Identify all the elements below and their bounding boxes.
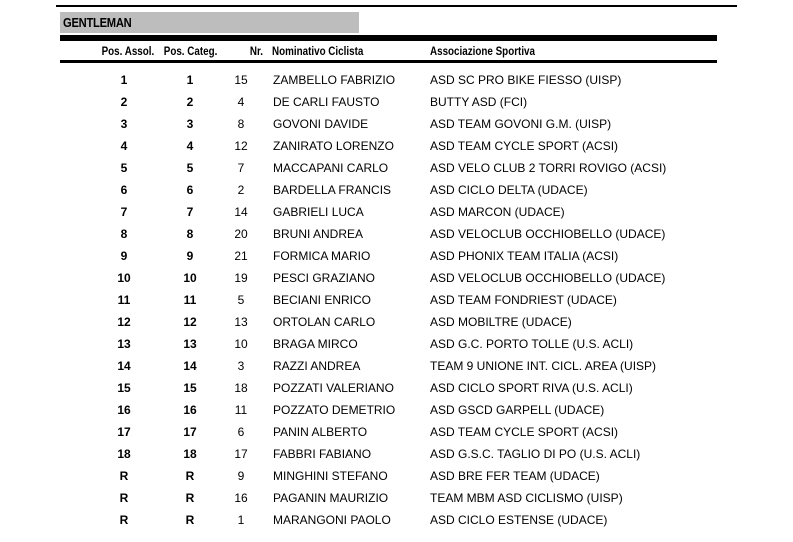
bib-number: 18 (234, 381, 248, 395)
position-absolute: 13 (117, 337, 131, 351)
table-row (0, 157, 793, 179)
association: ASD VELO CLUB 2 TORRI ROVIGO (ACSI) (430, 161, 667, 175)
bib-number: 12 (234, 139, 248, 153)
association: ASD MOBILTRE (UDACE) (430, 315, 572, 329)
bib-number: 21 (234, 249, 248, 263)
position-absolute: 11 (117, 293, 131, 307)
header-rule-top (60, 35, 717, 41)
bib-number: 1 (237, 513, 245, 527)
position-category: 9 (186, 249, 194, 263)
bib-number: 19 (234, 271, 248, 285)
table-row (0, 509, 793, 531)
position-category: 13 (183, 337, 197, 351)
header-assoc: Associazione Sportiva (430, 44, 535, 58)
position-absolute: 5 (120, 161, 128, 175)
rider-name: POZZATI VALERIANO (273, 381, 394, 395)
rider-name: PANIN ALBERTO (273, 425, 368, 439)
position-category: R (185, 469, 195, 483)
bib-number: 8 (237, 117, 245, 131)
rider-name: MACCAPANI CARLO (273, 161, 389, 175)
association: ASD VELOCLUB OCCHIOBELLO (UDACE) (430, 271, 666, 285)
position-absolute: R (119, 469, 129, 483)
association: ASD CICLO ESTENSE (UDACE) (430, 513, 608, 527)
position-category: 10 (183, 271, 197, 285)
position-absolute: 17 (117, 425, 131, 439)
table-row (0, 113, 793, 135)
top-rule (56, 5, 737, 7)
table-row (0, 465, 793, 487)
table-row (0, 69, 793, 91)
rider-name: GABRIELI LUCA (273, 205, 364, 219)
position-category: 12 (183, 315, 197, 329)
table-row (0, 267, 793, 289)
table-row (0, 289, 793, 311)
rider-name: FORMICA MARIO (273, 249, 371, 263)
rider-name: ORTOLAN CARLO (273, 315, 376, 329)
header-rule-bottom (60, 60, 717, 63)
association: ASD TEAM GOVONI G.M. (UISP) (430, 117, 612, 131)
table-row (0, 245, 793, 267)
bib-number: 20 (234, 227, 248, 241)
position-category: 15 (183, 381, 197, 395)
rider-name: PESCI GRAZIANO (273, 271, 376, 285)
rider-name: BECIANI ENRICO (273, 293, 372, 307)
position-absolute: 3 (120, 117, 128, 131)
association: ASD G.S.C. TAGLIO DI PO (U.S. ACLI) (430, 447, 641, 461)
association: ASD MARCON (UDACE) (430, 205, 565, 219)
association: ASD CICLO DELTA (UDACE) (430, 183, 588, 197)
association: ASD G.C. PORTO TOLLE (U.S. ACLI) (430, 337, 634, 351)
bib-number: 11 (234, 403, 248, 417)
position-absolute: 15 (117, 381, 131, 395)
position-absolute: R (119, 513, 129, 527)
header-name: Nominativo Ciclista (272, 44, 364, 58)
position-category: 8 (186, 227, 194, 241)
position-absolute: 12 (117, 315, 131, 329)
rider-name: FABBRI FABIANO (273, 447, 372, 461)
bib-number: 7 (237, 161, 245, 175)
position-category: 3 (186, 117, 194, 131)
association: ASD TEAM CYCLE SPORT (ACSI) (430, 425, 619, 439)
association: ASD VELOCLUB OCCHIOBELLO (UDACE) (430, 227, 666, 241)
rider-name: POZZATO DEMETRIO (273, 403, 396, 417)
position-absolute: 18 (117, 447, 131, 461)
association: TEAM 9 UNIONE INT. CICL. AREA (UISP) (430, 359, 657, 373)
header-nr: Nr. (249, 44, 263, 58)
rider-name: ZAMBELLO FABRIZIO (273, 73, 396, 87)
position-absolute: 16 (117, 403, 131, 417)
results-table (0, 69, 793, 531)
position-category: 4 (186, 139, 194, 153)
position-absolute: 7 (120, 205, 128, 219)
rider-name: ZANIRATO LORENZO (273, 139, 394, 153)
table-row (0, 399, 793, 421)
rider-name: GOVONI DAVIDE (273, 117, 369, 131)
position-absolute: 8 (120, 227, 128, 241)
association: ASD BRE FER TEAM (UDACE) (430, 469, 600, 483)
position-category: 6 (186, 183, 194, 197)
position-absolute: 2 (120, 95, 128, 109)
bib-number: 9 (237, 469, 245, 483)
association: TEAM MBM ASD CICLISMO (UISP) (430, 491, 623, 505)
header-pos-categ: Pos. Categ. (163, 44, 218, 58)
bib-number: 10 (234, 337, 248, 351)
position-absolute: R (119, 491, 129, 505)
bib-number: 5 (237, 293, 245, 307)
table-row (0, 223, 793, 245)
association: ASD GSCD GARPELL (UDACE) (430, 403, 605, 417)
association: ASD PHONIX TEAM ITALIA (ACSI) (430, 249, 619, 263)
bib-number: 13 (234, 315, 248, 329)
position-category: R (185, 491, 195, 505)
association: ASD TEAM CYCLE SPORT (ACSI) (430, 139, 619, 153)
position-category: 14 (183, 359, 197, 373)
table-row (0, 355, 793, 377)
rider-name: RAZZI ANDREA (273, 359, 361, 373)
rider-name: PAGANIN MAURIZIO (273, 491, 389, 505)
table-row (0, 311, 793, 333)
bib-number: 17 (234, 447, 248, 461)
position-category: 5 (186, 161, 194, 175)
table-row (0, 179, 793, 201)
bib-number: 3 (237, 359, 245, 373)
association: BUTTY ASD (FCI) (430, 95, 528, 109)
bib-number: 16 (234, 491, 248, 505)
position-category: R (185, 513, 195, 527)
bib-number: 15 (234, 73, 248, 87)
rider-name: BARDELLA FRANCIS (273, 183, 392, 197)
position-category: 11 (183, 293, 197, 307)
position-absolute: 1 (120, 73, 128, 87)
table-row (0, 91, 793, 113)
table-row (0, 135, 793, 157)
header-pos-assol: Pos. Assol. (101, 44, 155, 58)
rider-name: BRAGA MIRCO (273, 337, 358, 351)
position-absolute: 4 (120, 139, 128, 153)
table-row (0, 487, 793, 509)
position-category: 7 (186, 205, 194, 219)
bib-number: 4 (237, 95, 245, 109)
association: ASD SC PRO BIKE FIESSO (UISP) (430, 73, 622, 87)
rider-name: MINGHINI STEFANO (273, 469, 388, 483)
bib-number: 6 (237, 425, 245, 439)
table-row (0, 421, 793, 443)
position-category: 17 (183, 425, 197, 439)
category-title: GENTLEMAN (63, 15, 132, 30)
position-absolute: 14 (117, 359, 131, 373)
bib-number: 2 (237, 183, 245, 197)
position-absolute: 10 (117, 271, 131, 285)
rider-name: MARANGONI PAOLO (273, 513, 391, 527)
bib-number: 14 (234, 205, 248, 219)
position-category: 18 (183, 447, 197, 461)
position-category: 16 (183, 403, 197, 417)
position-category: 2 (186, 95, 194, 109)
table-row (0, 333, 793, 355)
table-row (0, 201, 793, 223)
association: ASD CICLO SPORT RIVA (U.S. ACLI) (430, 381, 633, 395)
table-row (0, 443, 793, 465)
position-absolute: 9 (120, 249, 128, 263)
position-category: 1 (186, 73, 194, 87)
rider-name: DE CARLI FAUSTO (273, 95, 380, 109)
association: ASD TEAM FONDRIEST (UDACE) (430, 293, 617, 307)
position-absolute: 6 (120, 183, 128, 197)
rider-name: BRUNI ANDREA (273, 227, 364, 241)
category-banner (60, 12, 359, 33)
table-row (0, 377, 793, 399)
